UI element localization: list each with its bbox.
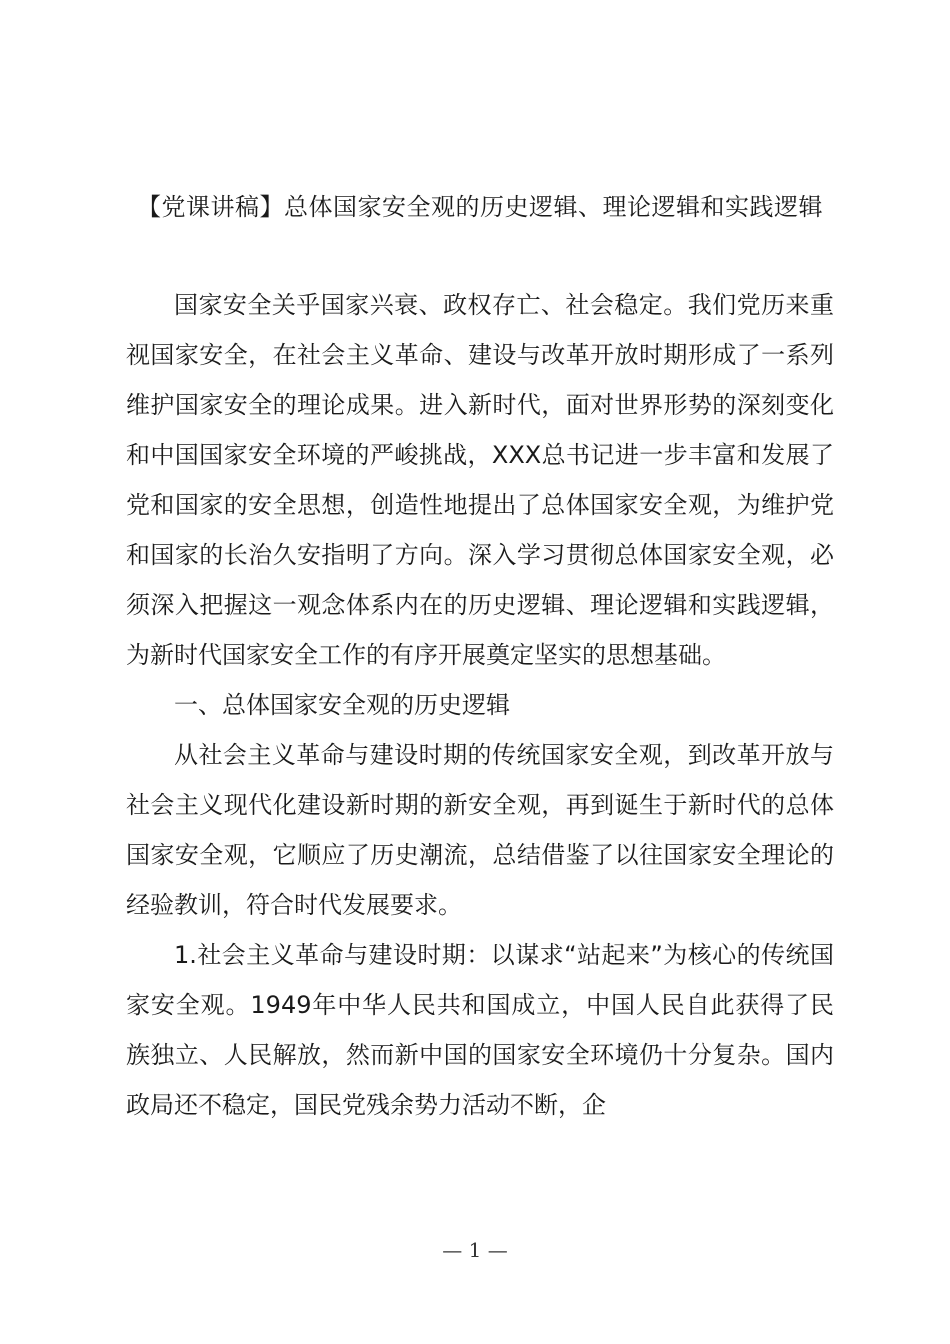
section-heading-1: 一、总体国家安全观的历史逻辑: [174, 691, 510, 719]
paragraph-subsection-1: 1.社会主义革命与建设时期：以谋求“站起来”为核心的传统国家安全观。1949年中华人民共和国成立，中国人民自此获得了民族独立、人民解放，然而新中国的国家安全环境仍十分复杂。国内政局还不稳定，国民党残余势力活动不断，企: [126, 941, 834, 1119]
page-number: — 1 —: [442, 1238, 508, 1262]
paragraph-history-overview: 从社会主义革命与建设时期的传统国家安全观，到改革开放与社会主义现代化建设新时期的新安全观，再到诞生于新时代的总体国家安全观，它顺应了历史潮流，总结借鉴了以往国家安全理论的经验教训，符合时代发展要求。: [126, 741, 834, 919]
document-body: [126, 280, 834, 1130]
document-title: 【党课讲稿】总体国家安全观的历史逻辑、理论逻辑和实践逻辑: [137, 193, 823, 221]
paragraph-intro: 国家安全关乎国家兴衰、政权存亡、社会稳定。我们党历来重视国家安全，在社会主义革命、建设与改革开放时期形成了一系列维护国家安全的理论成果。进入新时代，面对世界形势的深刻变化和中国国家安全环境的严峻挑战，XXX总书记进一步丰富和发展了党和国家的安全思想，创造性地提出了总体国家安全观，为维护党和国家的长治久安指明了方向。深入学习贯彻总体国家安全观，必须深入把握这一观念体系内在的历史逻辑、理论逻辑和实践逻辑，为新时代国家安全工作的有序开展奠定坚实的思想基础。: [126, 291, 834, 669]
